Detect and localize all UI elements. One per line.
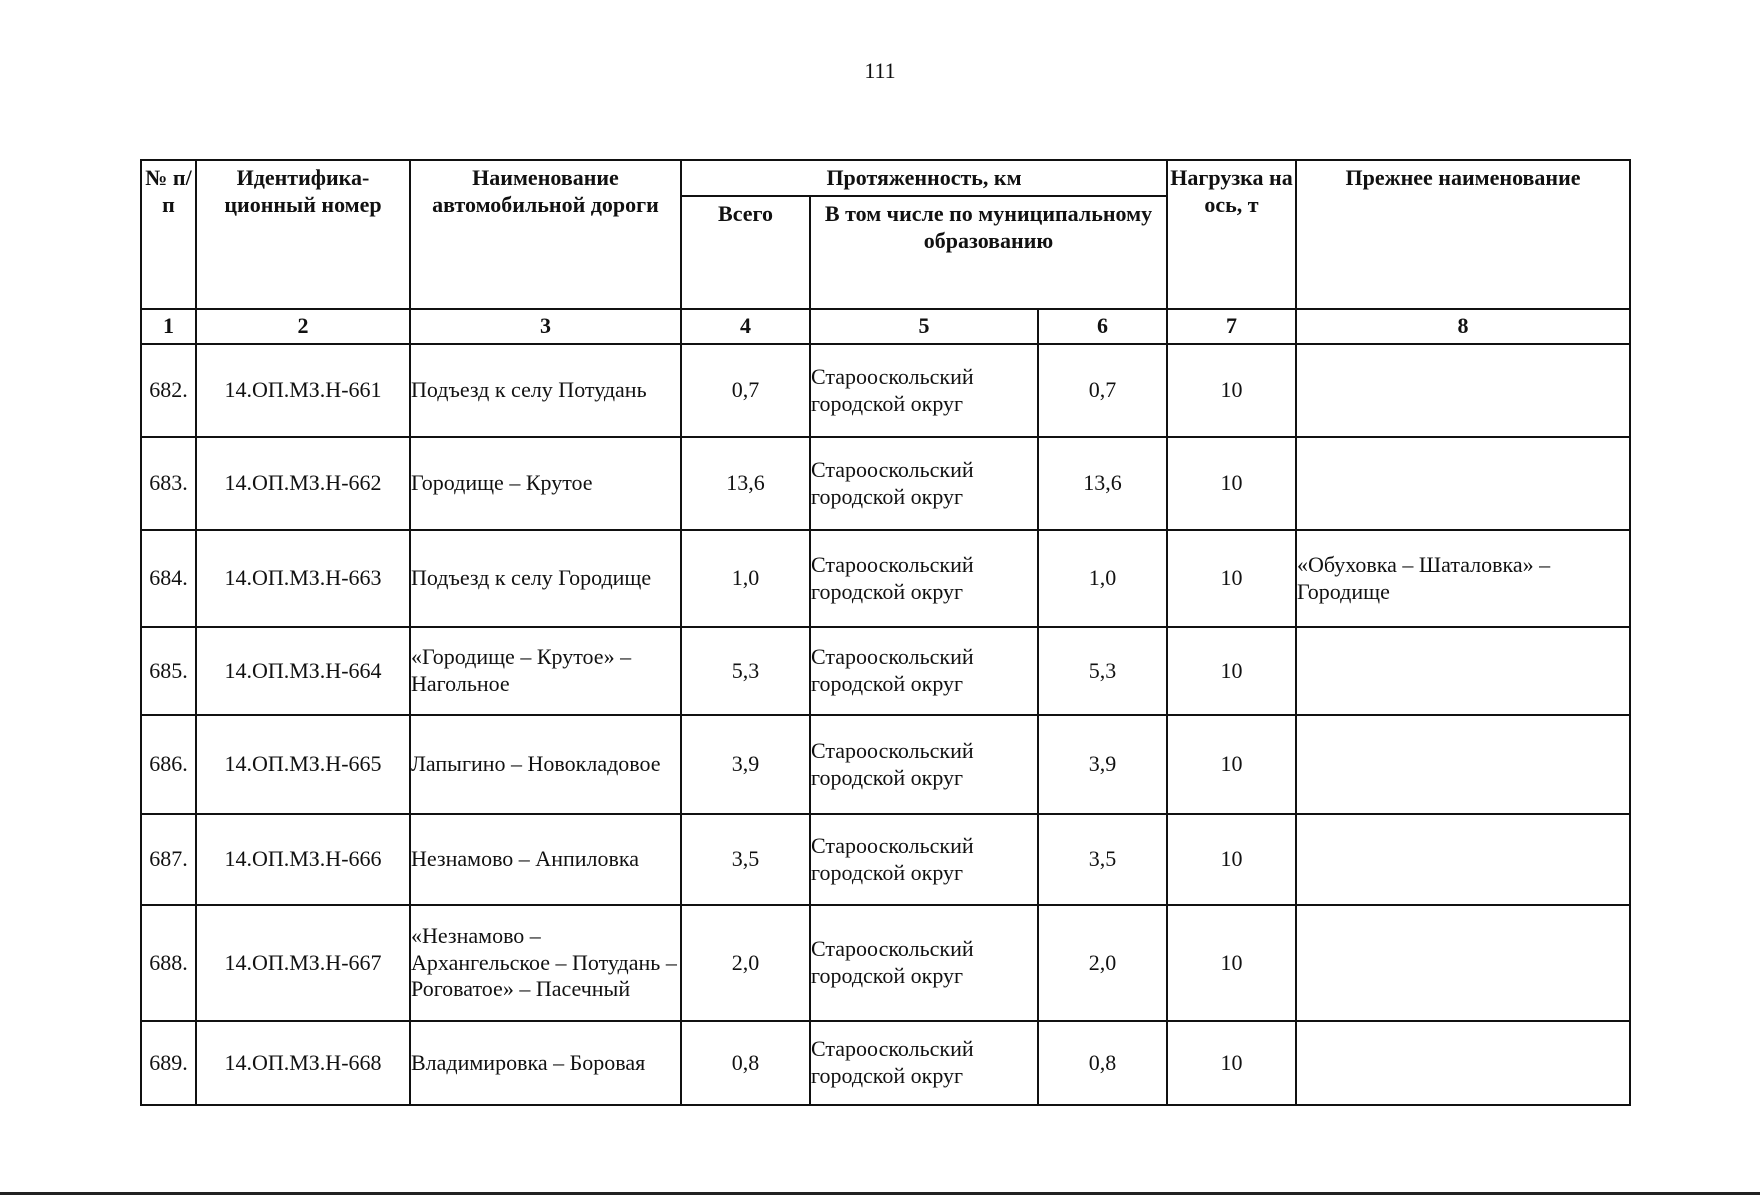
row-num: 688. [141,905,196,1021]
header-total: Всего [681,196,810,309]
table-row [141,814,1630,905]
column-numbers-row [141,309,1630,344]
row-total: 3,9 [681,715,810,814]
row-former-name [1296,715,1630,814]
row-axle-load: 10 [1167,715,1296,814]
row-road-name: Подъезд к селу Городище [410,530,681,627]
header-length: Протяженность, км [681,160,1167,196]
row-municipality: Старооскольский городской округ [810,627,1038,715]
row-num: 684. [141,530,196,627]
table-row [141,1021,1630,1105]
row-id: 14.ОП.МЗ.Н-666 [196,814,410,905]
row-num: 686. [141,715,196,814]
row-axle-load: 10 [1167,437,1296,530]
row-id: 14.ОП.МЗ.Н-664 [196,627,410,715]
row-total: 0,8 [681,1021,810,1105]
row-total: 1,0 [681,530,810,627]
column-number: 5 [810,309,1038,344]
row-former-name [1296,905,1630,1021]
row-former-name: «Обуховка – Шаталовка» – Городище [1296,530,1630,627]
row-axle-load: 10 [1167,530,1296,627]
row-id: 14.ОП.МЗ.Н-662 [196,437,410,530]
row-municipal-length: 0,7 [1038,344,1167,437]
row-num: 687. [141,814,196,905]
table-row [141,627,1630,715]
table-row [141,715,1630,814]
table-row [141,344,1630,437]
row-total: 13,6 [681,437,810,530]
row-num: 682. [141,344,196,437]
row-axle-load: 10 [1167,1021,1296,1105]
row-axle-load: 10 [1167,905,1296,1021]
header-former-name: Прежнее наименование [1296,160,1630,309]
row-municipality: Старооскольский городской округ [810,905,1038,1021]
row-former-name [1296,627,1630,715]
row-road-name: Лапыгино – Новокладовое [410,715,681,814]
row-municipality: Старооскольский городской округ [810,715,1038,814]
row-id: 14.ОП.МЗ.Н-663 [196,530,410,627]
row-axle-load: 10 [1167,814,1296,905]
row-road-name: Незнамово – Анпиловка [410,814,681,905]
row-total: 2,0 [681,905,810,1021]
row-municipal-length: 5,3 [1038,627,1167,715]
row-id: 14.ОП.МЗ.Н-667 [196,905,410,1021]
column-number: 8 [1296,309,1630,344]
row-former-name [1296,814,1630,905]
row-municipal-length: 3,5 [1038,814,1167,905]
row-former-name [1296,1021,1630,1105]
row-id: 14.ОП.МЗ.Н-661 [196,344,410,437]
table-row [141,530,1630,627]
row-road-name: Городище – Крутое [410,437,681,530]
row-axle-load: 10 [1167,627,1296,715]
header-municipal: В том числе по муниципальному образованию [810,196,1167,309]
row-municipal-length: 3,9 [1038,715,1167,814]
row-id: 14.ОП.МЗ.Н-665 [196,715,410,814]
column-number: 6 [1038,309,1167,344]
row-municipality: Старооскольский городской округ [810,344,1038,437]
column-number: 4 [681,309,810,344]
column-number: 2 [196,309,410,344]
page-bottom-edge [0,1192,1760,1195]
column-number: 3 [410,309,681,344]
row-municipality: Старооскольский городской округ [810,1021,1038,1105]
header-id: Идентифика-ционный номер [196,160,410,309]
row-num: 685. [141,627,196,715]
row-road-name: «Незнамово – Архангельское – Потудань – Роговатое» – Пасечный [410,905,681,1021]
row-municipal-length: 0,8 [1038,1021,1167,1105]
header-road-name: Наименование автомобильной дороги [410,160,681,309]
roads-table [140,159,1631,1106]
row-municipal-length: 2,0 [1038,905,1167,1021]
row-municipal-length: 13,6 [1038,437,1167,530]
row-total: 5,3 [681,627,810,715]
page-number: 111 [864,58,896,83]
column-number: 7 [1167,309,1296,344]
row-num: 689. [141,1021,196,1105]
row-axle-load: 10 [1167,344,1296,437]
row-total: 3,5 [681,814,810,905]
row-road-name: «Городище – Крутое» – Нагольное [410,627,681,715]
row-former-name [1296,437,1630,530]
row-municipality: Старооскольский городской округ [810,814,1038,905]
row-total: 0,7 [681,344,810,437]
header-num: № п/п [141,160,196,309]
row-road-name: Подъезд к селу Потудань [410,344,681,437]
table-row [141,437,1630,530]
row-municipal-length: 1,0 [1038,530,1167,627]
row-road-name: Владимировка – Боровая [410,1021,681,1105]
row-municipality: Старооскольский городской округ [810,437,1038,530]
row-id: 14.ОП.МЗ.Н-668 [196,1021,410,1105]
header-axle-load: Нагрузка на ось, т [1167,160,1296,309]
table-row [141,905,1630,1021]
row-former-name [1296,344,1630,437]
row-num: 683. [141,437,196,530]
row-municipality: Старооскольский городской округ [810,530,1038,627]
column-number: 1 [141,309,196,344]
